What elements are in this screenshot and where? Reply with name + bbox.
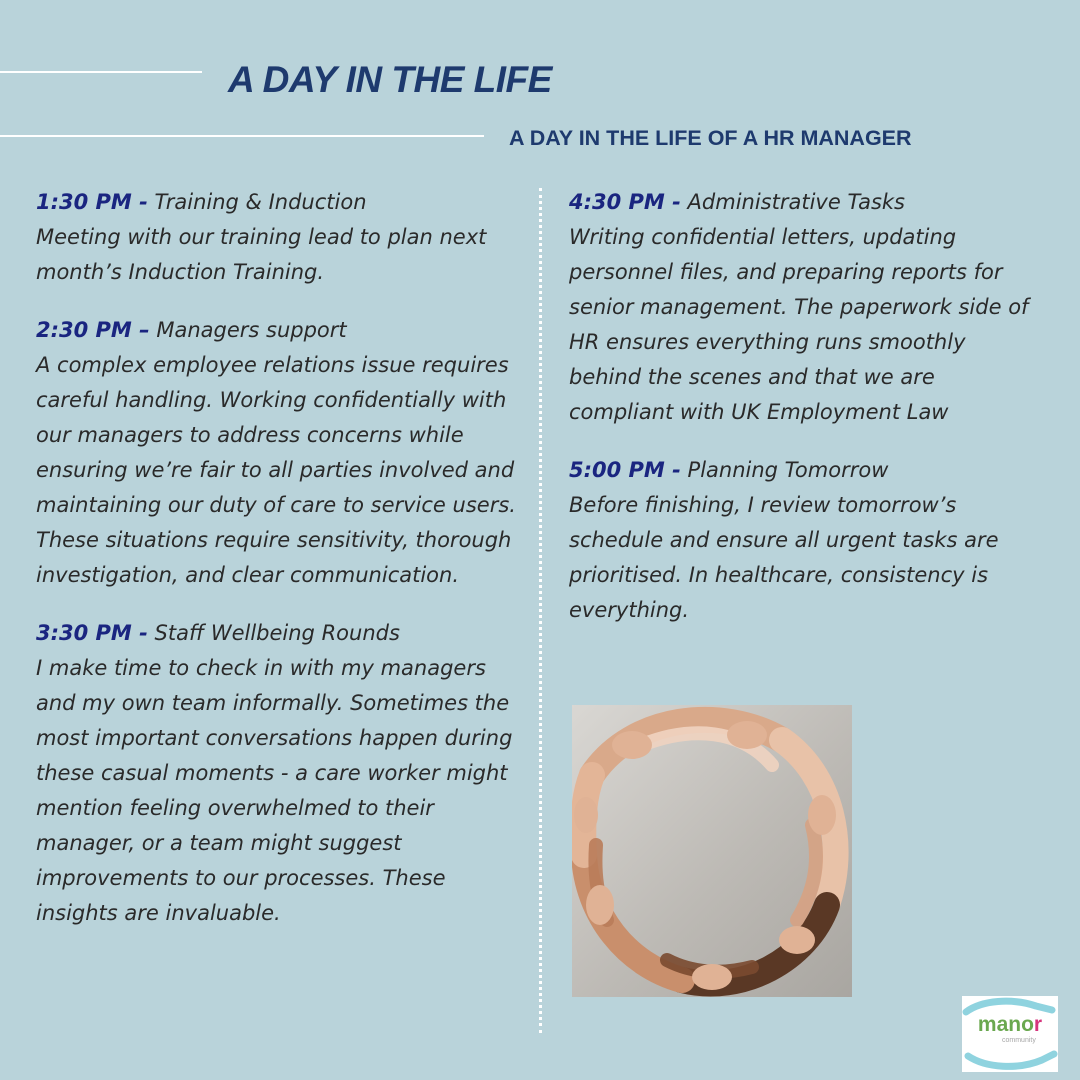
entry-time: 2:30 PM –: [36, 318, 150, 342]
entry-heading: Administrative Tasks: [680, 190, 905, 214]
entry-body: Writing confidential letters, updating personnel files, and preparing reports for senior management. The paperwork side of HR ensures everything runs smoothly behind the scenes and that we are compliant with UK Employment Law: [569, 225, 1029, 424]
page-subtitle: A DAY IN THE LIFE OF A HR MANAGER: [509, 126, 912, 150]
linked-hands-icon: [572, 705, 852, 997]
logo-name-start: mano: [977, 1013, 1034, 1036]
schedule-entry-1700: [569, 453, 1029, 628]
entry-body: A complex employee relations issue requires careful handling. Working confidentially with our managers to address concerns while ensuring we’re fair to all parties involved and maintaining our duty of care to service users. These situations require sensitivity, thorough investigation, and clear communication.: [36, 353, 516, 587]
column-divider: [539, 188, 542, 1033]
logo-subtext: community: [1002, 1037, 1036, 1044]
linked-hands-photo: [572, 705, 852, 997]
entry-heading: Training & Induction: [147, 190, 367, 214]
header-rule-top: [0, 71, 202, 73]
entry-time: 4:30 PM -: [569, 190, 681, 214]
left-column: [36, 185, 516, 954]
entry-time: 3:30 PM -: [36, 621, 148, 645]
entry-heading: Staff Wellbeing Rounds: [147, 621, 400, 645]
schedule-entry-1630: [569, 185, 1029, 430]
schedule-entry-1330: [36, 185, 516, 290]
entry-body: I make time to check in with my managers and my own team informally. Sometimes the most important conversations happen during these casual moments - a care worker might mention feeling overwhelmed to their manager, or a team might suggest improvements to our processes. These insights are invaluable.: [36, 656, 513, 925]
entry-heading: Managers support: [149, 318, 347, 342]
schedule-entry-1430: [36, 313, 516, 593]
header-rule-bottom: [0, 135, 484, 137]
entry-time: 5:00 PM -: [569, 458, 681, 482]
right-column: [569, 185, 1029, 651]
entry-heading: Planning Tomorrow: [680, 458, 889, 482]
schedule-entry-1530: [36, 616, 516, 931]
entry-time: 1:30 PM -: [36, 190, 148, 214]
logo-wordmark: [962, 1014, 1058, 1035]
entry-body: Before finishing, I review tomorrow’s schedule and ensure all urgent tasks are prioritised. In healthcare, consistency is everything.: [569, 493, 999, 622]
page-title: A DAY IN THE LIFE: [228, 59, 552, 100]
logo-name-accent: r: [1033, 1013, 1043, 1036]
manor-community-logo: [962, 996, 1058, 1072]
entry-body: Meeting with our training lead to plan next month’s Induction Training.: [36, 225, 487, 284]
